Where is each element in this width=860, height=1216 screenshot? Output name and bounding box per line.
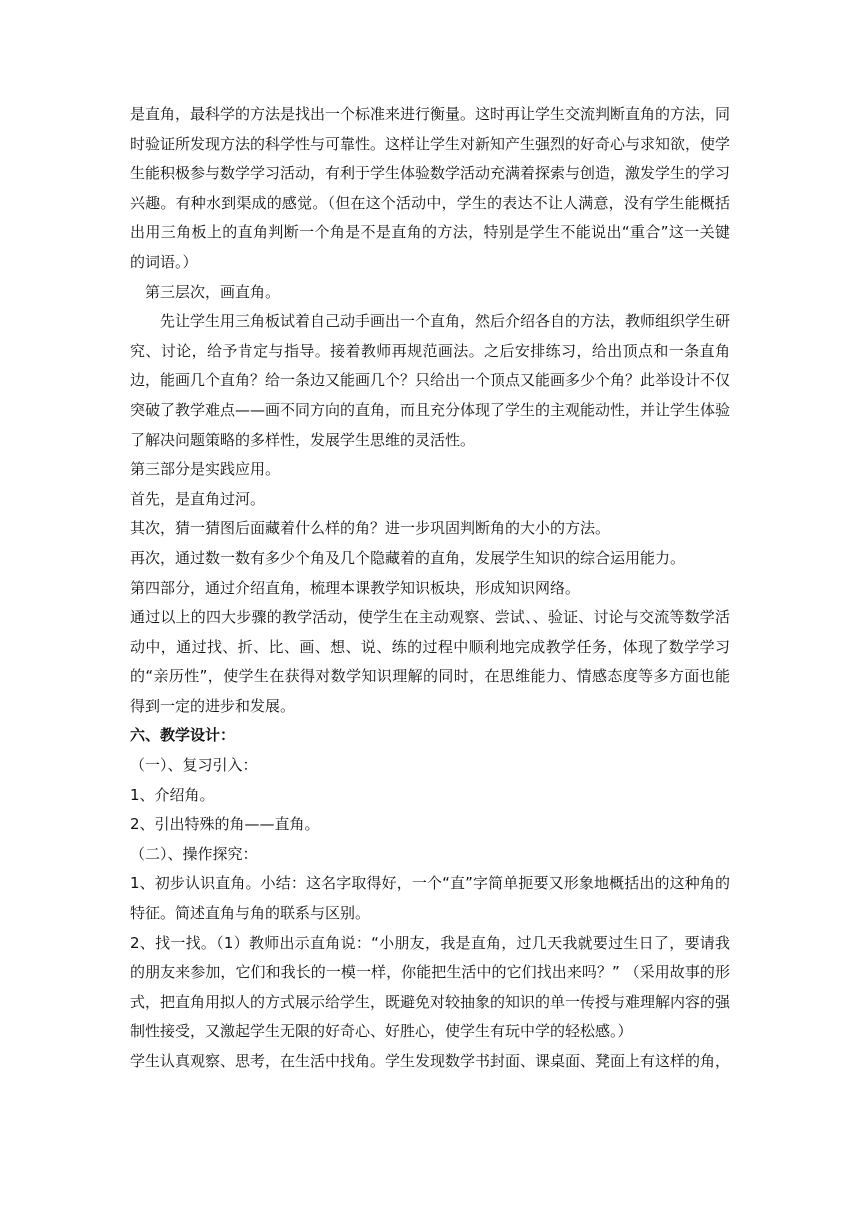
section-heading: 六、教学设计：: [130, 726, 236, 745]
paragraph: 第三层次，画直角。: [145, 282, 281, 301]
paragraph: 通过以上的四大步骤的教学活动，使学生在主动观察、尝试、、验证、讨论与交流等数学活动中，通过找、折、比、画、想、说、练的过程中顺利地完成教学任务，体现了数学学习的“亲历性”，使学生在获得对数学知识理解的同时，在思维能力、情感态度等多方面也能得到一定的进步和发展。: [130, 608, 730, 715]
document-body: [130, 100, 730, 1077]
paragraph: 第三部分是实践应用。: [130, 460, 281, 479]
subheading: （一）、复习引入：: [130, 756, 258, 775]
list-item: 2、引出特殊的角——直角。: [130, 815, 320, 834]
paragraph: 其次，猜一猜图后面藏着什么样的角？进一步巩固判断角的大小的方法。: [130, 519, 611, 538]
paragraph: 先让学生用三角板试着自己动手画出一个直角，然后介绍各自的方法，教师组织学生研究、讨论，给予肯定与指导。接着教师再规范画法。之后安排练习，给出顶点和一条直角边，能画几个直角？给一条边又能画几个？只给出一个顶点又能画多少个角？此举设计不仅突破了教学难点——画不同方向的直角，而且充分体现了学生的主观能动性，并让学生体验了解决问题策略的多样性，发展学生思维的灵活性。: [130, 312, 731, 449]
paragraph: 再次，通过数一数有多少个角及几个隐藏着的直角，发展学生知识的综合运用能力。: [130, 548, 686, 567]
list-item: 1、初步认识直角。小结：这名字取得好，一个“直”字简单扼要又形象地概括出的这种角的特征。简述直角与角的联系与区别。: [130, 874, 730, 923]
list-item: 2、找一找。（1）教师出示直角说：“小朋友，我是直角，过几天我就要过生日了，要请我的朋友来参加，它们和我长的一模一样，你能把生活中的它们找出来吗？” （采用故事的形式，把直角用拟人的方式展示给学生，既避免对较抽象的知识的单一传授与难理解内容的强制性接受，又激起学生无限的好奇心、好胜心，使学生有玩中学的轻松感。）: [130, 933, 731, 1041]
subheading: （二）、操作探究：: [130, 844, 258, 863]
paragraph: 学生认真观察、思考，在生活中找角。学生发现数学书封面、课桌面、凳面上有这样的角，: [130, 1052, 731, 1070]
paragraph: 是直角，最科学的方法是找出一个标准来进行衡量。这时再让学生交流判断直角的方法，同时验证所发现方法的科学性与可靠性。这样让学生对新知产生强烈的好奇心与求知欲，使学生能积极参与数学学习活动，有利于学生体验数学活动充满着探索与创造，激发学生的学习兴趣。有种水到渠成的感觉。（但在这个活动中，学生的表达不让人满意，没有学生能概括出用三角板上的直角判断一个角是不是直角的方法，特别是学生不能说出“重合”这一关键的词语。）: [130, 105, 731, 271]
paragraph: 第四部分，通过介绍直角，梳理本课教学知识板块，形成知识网络。: [130, 578, 581, 597]
list-item: 1、介绍角。: [130, 785, 215, 804]
paragraph: 首先，是直角过河。: [130, 489, 266, 508]
